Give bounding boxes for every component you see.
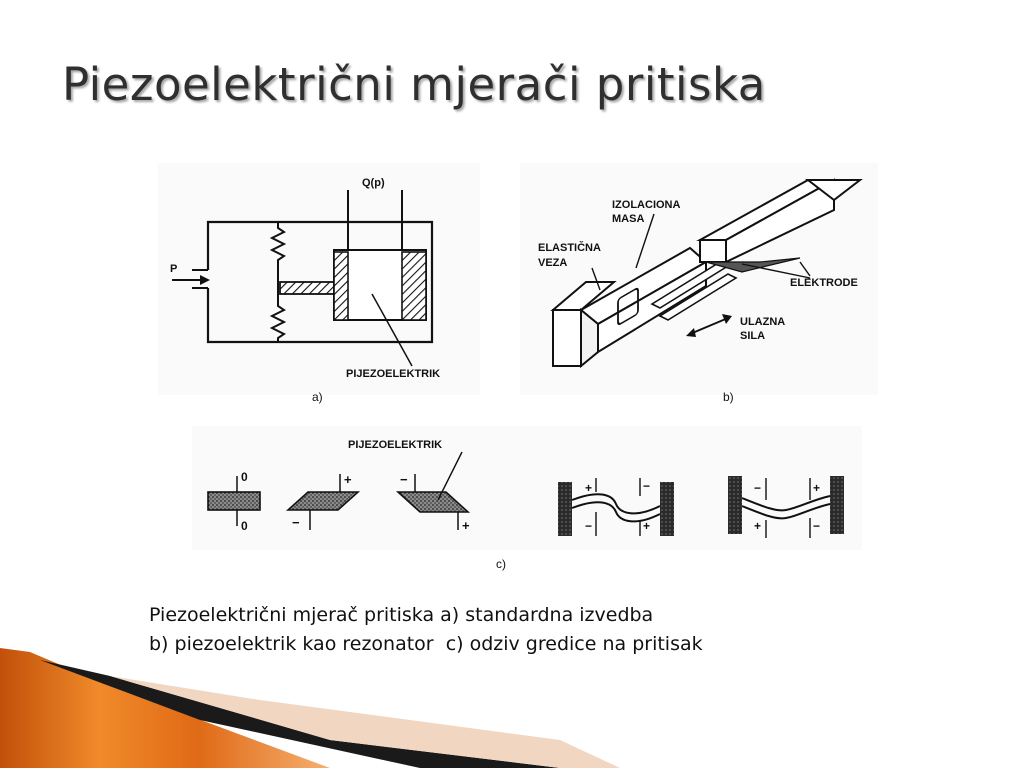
zero-bottom-label: 0 bbox=[241, 519, 248, 533]
panel-label-a: a) bbox=[312, 390, 323, 404]
isolation-label-2: MASA bbox=[612, 213, 645, 225]
plus-label-1: + bbox=[344, 472, 352, 487]
pressure-label: P bbox=[170, 263, 178, 275]
electrodes-label: ELEKTRODE bbox=[790, 277, 858, 289]
panel-label-c: c) bbox=[496, 557, 506, 571]
minus-label-5: − bbox=[754, 481, 762, 495]
signal-label: Q(p) bbox=[362, 177, 385, 189]
elastic-label-1: ELASTIČNA bbox=[538, 242, 601, 254]
plus-label-5: + bbox=[813, 481, 821, 495]
piezo-label-a: PIJEZOELEKTRIK bbox=[346, 368, 441, 380]
input-label-1: ULAZNA bbox=[740, 316, 786, 328]
footer-decoration bbox=[0, 648, 620, 768]
minus-label-2: − bbox=[400, 472, 408, 487]
piezo-element-neutral bbox=[208, 492, 260, 510]
plus-label-6: + bbox=[754, 519, 762, 533]
wall-right-2 bbox=[830, 476, 844, 534]
minus-label-6: − bbox=[813, 519, 821, 533]
piezo-crystal-left bbox=[334, 252, 348, 320]
piezo-crystal-right bbox=[402, 252, 426, 320]
minus-label-1: − bbox=[292, 515, 300, 530]
plus-label-2: + bbox=[462, 518, 470, 533]
minus-label-3: − bbox=[643, 479, 651, 493]
piezo-label-c: PIJEZOELEKTRIK bbox=[348, 439, 443, 451]
left-block-front bbox=[553, 310, 581, 366]
figure-c bbox=[192, 426, 862, 571]
wall-left-2 bbox=[728, 476, 742, 534]
slide-title: Piezoelektrični mjerači pritiska bbox=[62, 58, 766, 111]
plus-label-3: + bbox=[585, 481, 593, 495]
elastic-label-2: VEZA bbox=[538, 257, 568, 269]
figure-a bbox=[158, 163, 480, 404]
piston-rod bbox=[280, 282, 334, 294]
figure-b bbox=[520, 163, 878, 404]
panel-label-b: b) bbox=[723, 390, 734, 404]
plus-label-4: + bbox=[643, 519, 651, 533]
figure-c-background bbox=[192, 426, 862, 550]
minus-label-4: − bbox=[585, 519, 593, 533]
wall-right-1 bbox=[660, 482, 674, 536]
caption-line-2: b) piezoelektrik kao rezonator c) odziv gredice na pritisak bbox=[149, 633, 703, 655]
wall-left-1 bbox=[558, 482, 572, 536]
caption-line-1: Piezoelektrični mjerač pritiska a) standardna izvedba bbox=[149, 604, 654, 626]
isolation-label-1: IZOLACIONA bbox=[612, 199, 681, 211]
input-label-2: SILA bbox=[740, 330, 766, 342]
figure-caption bbox=[149, 601, 703, 659]
zero-top-label: 0 bbox=[241, 470, 248, 484]
